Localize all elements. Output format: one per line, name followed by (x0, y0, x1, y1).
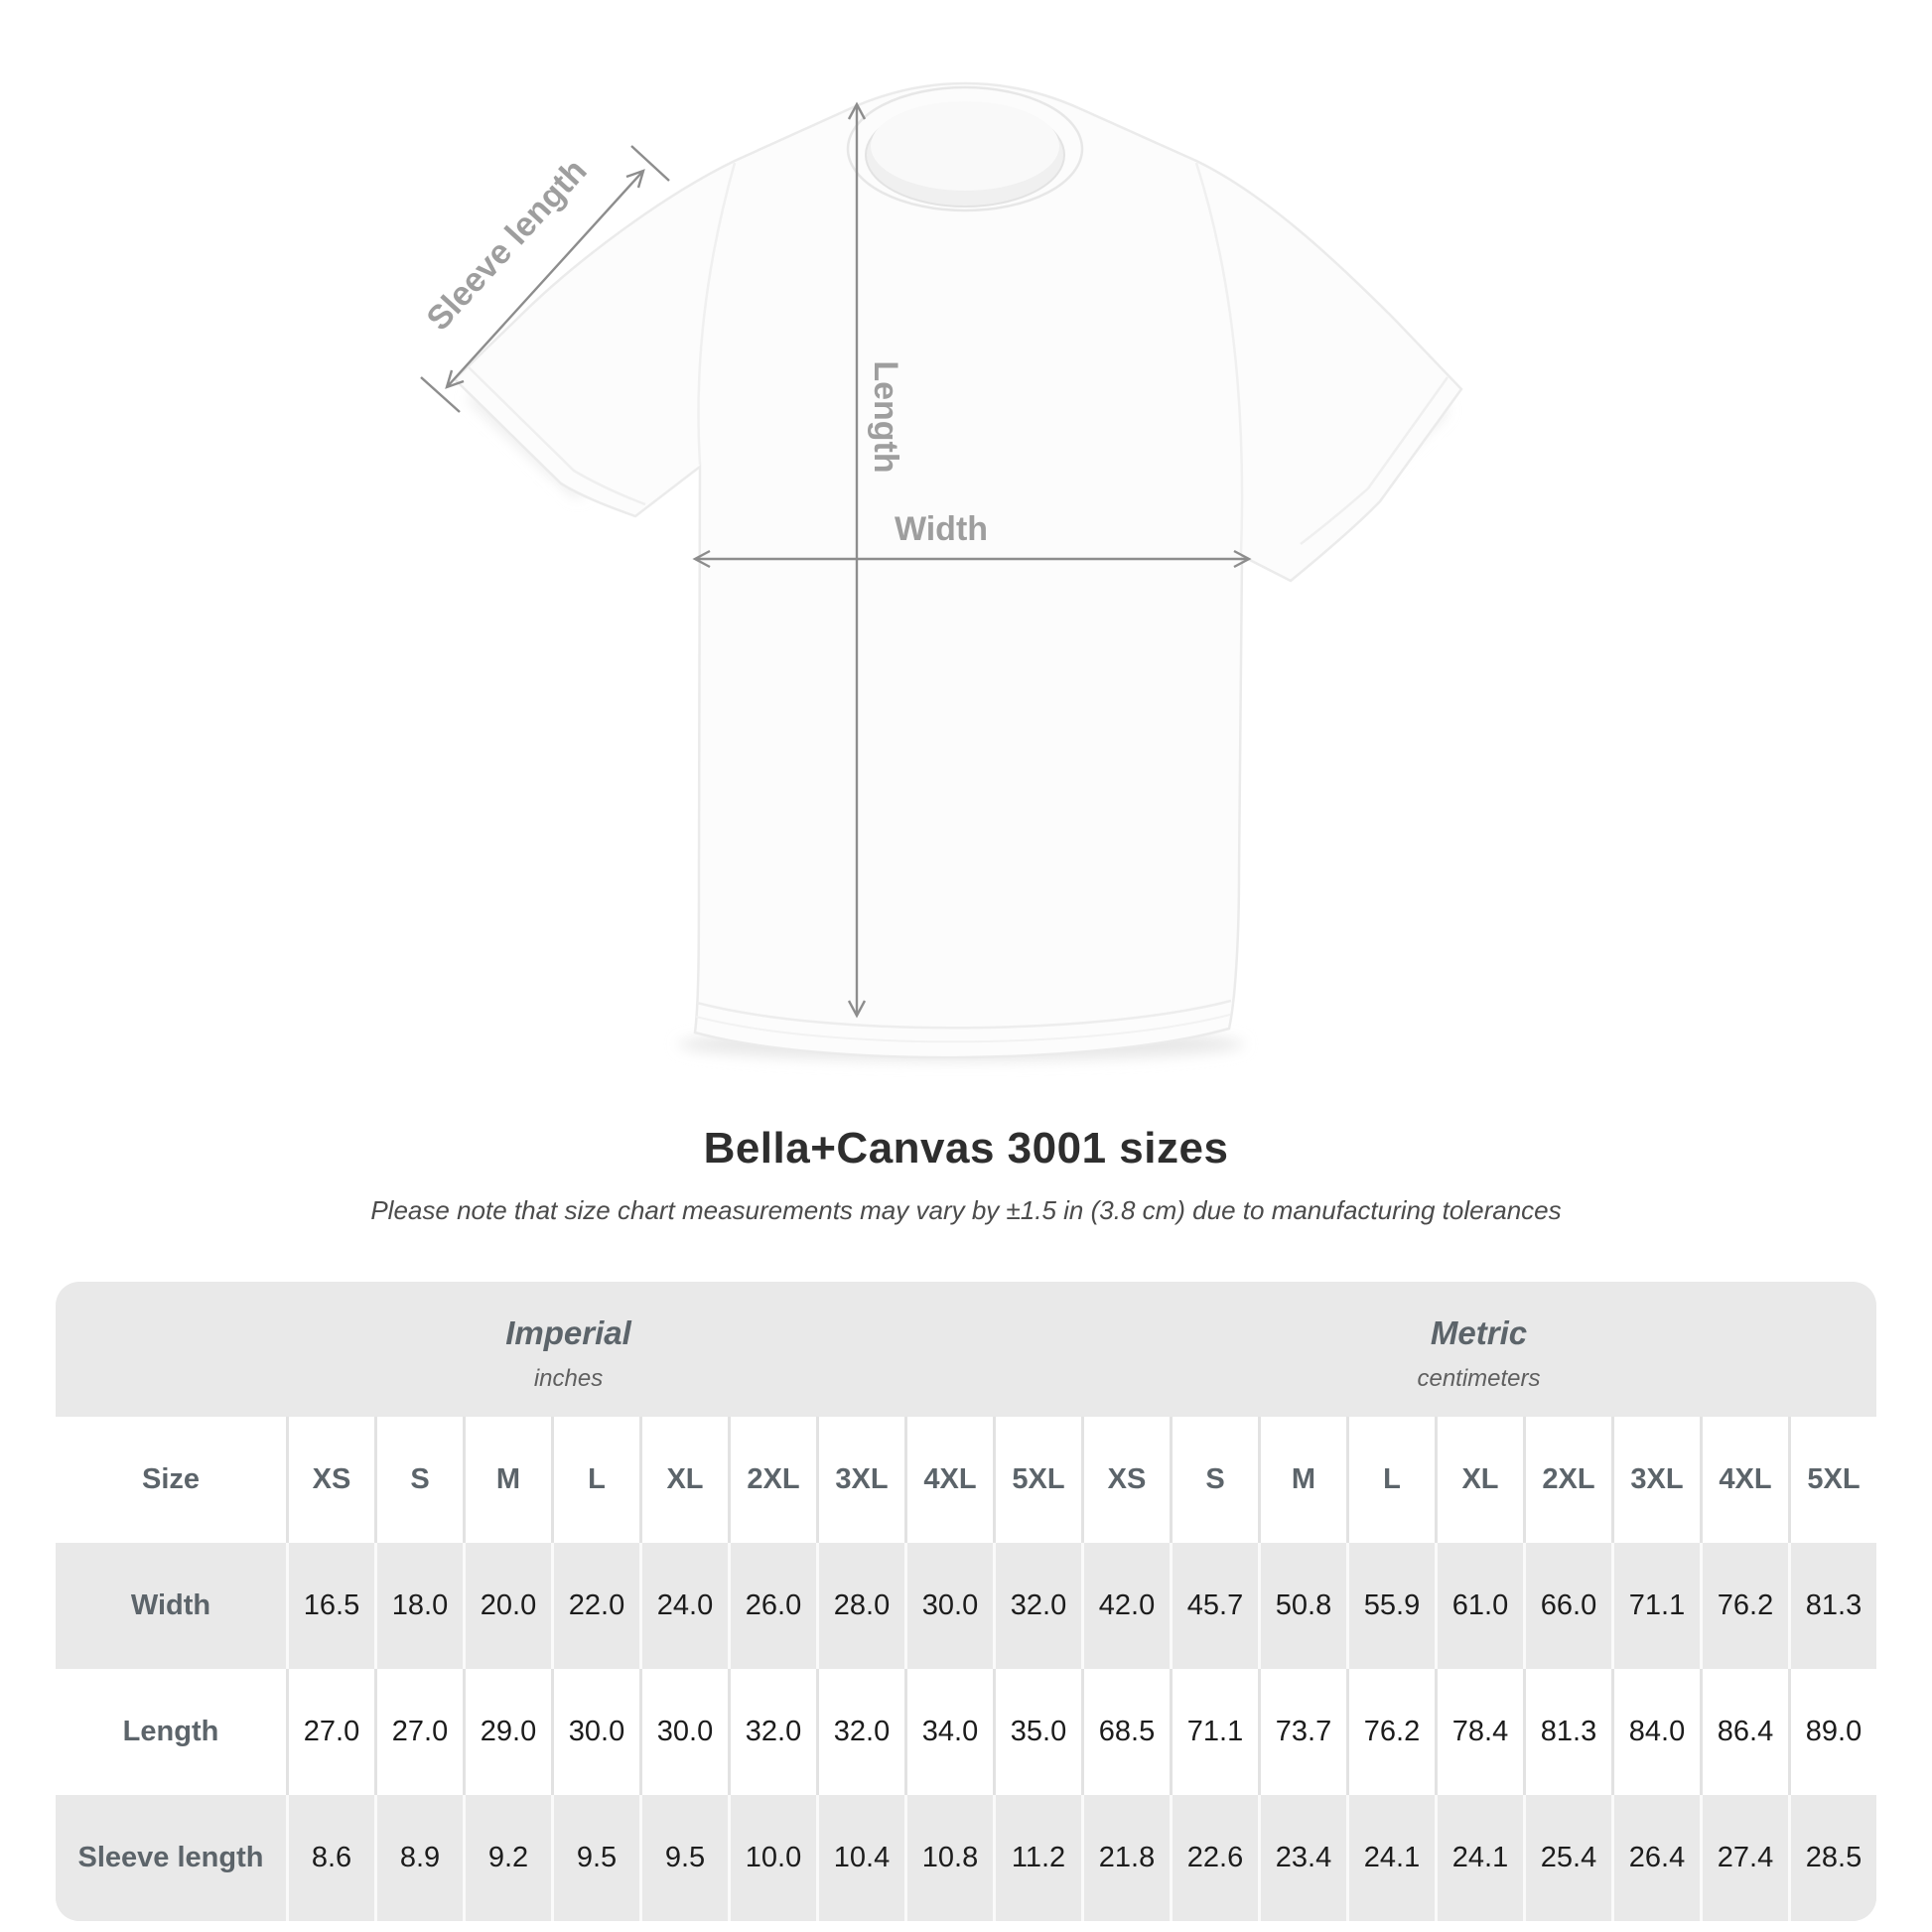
measurement-value: 32.0 (993, 1543, 1081, 1669)
width-label: Width (894, 510, 989, 548)
measurement-value: 76.2 (1346, 1669, 1435, 1795)
imperial-unit-group (56, 1282, 1081, 1417)
size-header-label: Size (56, 1417, 286, 1543)
measurement-value: 20.0 (463, 1543, 551, 1669)
imperial-heading: Imperial (505, 1313, 631, 1351)
measurement-value: 68.5 (1081, 1669, 1170, 1795)
measurement-value: 66.0 (1523, 1543, 1611, 1669)
size-col-header: M (1258, 1417, 1346, 1543)
measurement-value: 28.0 (816, 1543, 904, 1669)
measurement-value: 18.0 (374, 1543, 463, 1669)
measurement-value: 24.1 (1435, 1795, 1523, 1921)
size-chart-table (56, 1282, 1876, 1921)
measurement-value: 26.4 (1611, 1795, 1700, 1921)
measurement-value: 27.4 (1700, 1795, 1788, 1921)
measurement-value: 30.0 (551, 1669, 639, 1795)
size-col-header: XL (639, 1417, 728, 1543)
measurement-value: 71.1 (1170, 1669, 1258, 1795)
measurement-value: 34.0 (904, 1669, 993, 1795)
measurement-value: 21.8 (1081, 1795, 1170, 1921)
length-label: Length (867, 360, 905, 474)
measurement-value: 9.2 (463, 1795, 551, 1921)
measurement-value: 32.0 (816, 1669, 904, 1795)
measurement-value: 61.0 (1435, 1543, 1523, 1669)
measurement-value: 22.0 (551, 1543, 639, 1669)
measurement-value: 30.0 (904, 1543, 993, 1669)
row-label-length: Length (56, 1669, 286, 1795)
measurement-value: 27.0 (286, 1669, 374, 1795)
measurement-value: 26.0 (728, 1543, 816, 1669)
measurement-value: 10.0 (728, 1795, 816, 1921)
measurement-value: 76.2 (1700, 1543, 1788, 1669)
measurement-value: 9.5 (639, 1795, 728, 1921)
measurement-value: 35.0 (993, 1669, 1081, 1795)
measurement-value: 71.1 (1611, 1543, 1700, 1669)
measurement-value: 24.0 (639, 1543, 728, 1669)
measurement-value: 8.9 (374, 1795, 463, 1921)
size-col-header: 2XL (728, 1417, 816, 1543)
size-col-header: 3XL (1611, 1417, 1700, 1543)
size-col-header: S (1170, 1417, 1258, 1543)
measurement-value: 86.4 (1700, 1669, 1788, 1795)
measurement-value: 81.3 (1788, 1543, 1876, 1669)
size-col-header: S (374, 1417, 463, 1543)
measurement-value: 89.0 (1788, 1669, 1876, 1795)
measurement-value: 50.8 (1258, 1543, 1346, 1669)
measurement-value: 55.9 (1346, 1543, 1435, 1669)
measurement-value: 78.4 (1435, 1669, 1523, 1795)
size-col-header: L (1346, 1417, 1435, 1543)
measurement-value: 73.7 (1258, 1669, 1346, 1795)
measurement-value: 27.0 (374, 1669, 463, 1795)
measurement-value: 29.0 (463, 1669, 551, 1795)
measurement-value: 42.0 (1081, 1543, 1170, 1669)
metric-heading: Metric (1430, 1313, 1528, 1351)
size-col-header: 3XL (816, 1417, 904, 1543)
measurement-value: 81.3 (1523, 1669, 1611, 1795)
measurement-value: 84.0 (1611, 1669, 1700, 1795)
measurement-value: 23.4 (1258, 1795, 1346, 1921)
tshirt-illustration (455, 83, 1461, 1060)
size-col-header: XS (286, 1417, 374, 1543)
size-col-header: 4XL (1700, 1417, 1788, 1543)
measurement-value: 8.6 (286, 1795, 374, 1921)
measurement-value: 30.0 (639, 1669, 728, 1795)
measurement-value: 24.1 (1346, 1795, 1435, 1921)
size-col-header: XS (1081, 1417, 1170, 1543)
measurement-value: 45.7 (1170, 1543, 1258, 1669)
measurement-value: 11.2 (993, 1795, 1081, 1921)
size-col-header: M (463, 1417, 551, 1543)
measurement-value: 9.5 (551, 1795, 639, 1921)
page-title: Bella+Canvas 3001 sizes (703, 1124, 1229, 1173)
row-label-width: Width (56, 1543, 286, 1669)
metric-unit: centimeters (1417, 1364, 1541, 1392)
size-col-header: XL (1435, 1417, 1523, 1543)
measurement-value: 22.6 (1170, 1795, 1258, 1921)
measurement-value: 10.4 (816, 1795, 904, 1921)
measurement-value: 32.0 (728, 1669, 816, 1795)
imperial-unit: inches (533, 1364, 604, 1392)
measurement-value: 25.4 (1523, 1795, 1611, 1921)
measurement-value: 10.8 (904, 1795, 993, 1921)
page-subtitle: Please note that size chart measurements may vary by ±1.5 in (3.8 cm) due to manufacturing tolerances (370, 1195, 1562, 1225)
size-col-header: 5XL (993, 1417, 1081, 1543)
metric-unit-group (1081, 1282, 1876, 1417)
row-label-sleeve-length: Sleeve length (56, 1795, 286, 1921)
sleeve-length-label: Sleeve length (419, 151, 595, 339)
measurement-value: 16.5 (286, 1543, 374, 1669)
size-col-header: L (551, 1417, 639, 1543)
size-col-header: 5XL (1788, 1417, 1876, 1543)
measurement-value: 28.5 (1788, 1795, 1876, 1921)
tshirt-body (455, 83, 1461, 1057)
size-col-header: 2XL (1523, 1417, 1611, 1543)
size-col-header: 4XL (904, 1417, 993, 1543)
tshirt-collar (848, 87, 1082, 210)
